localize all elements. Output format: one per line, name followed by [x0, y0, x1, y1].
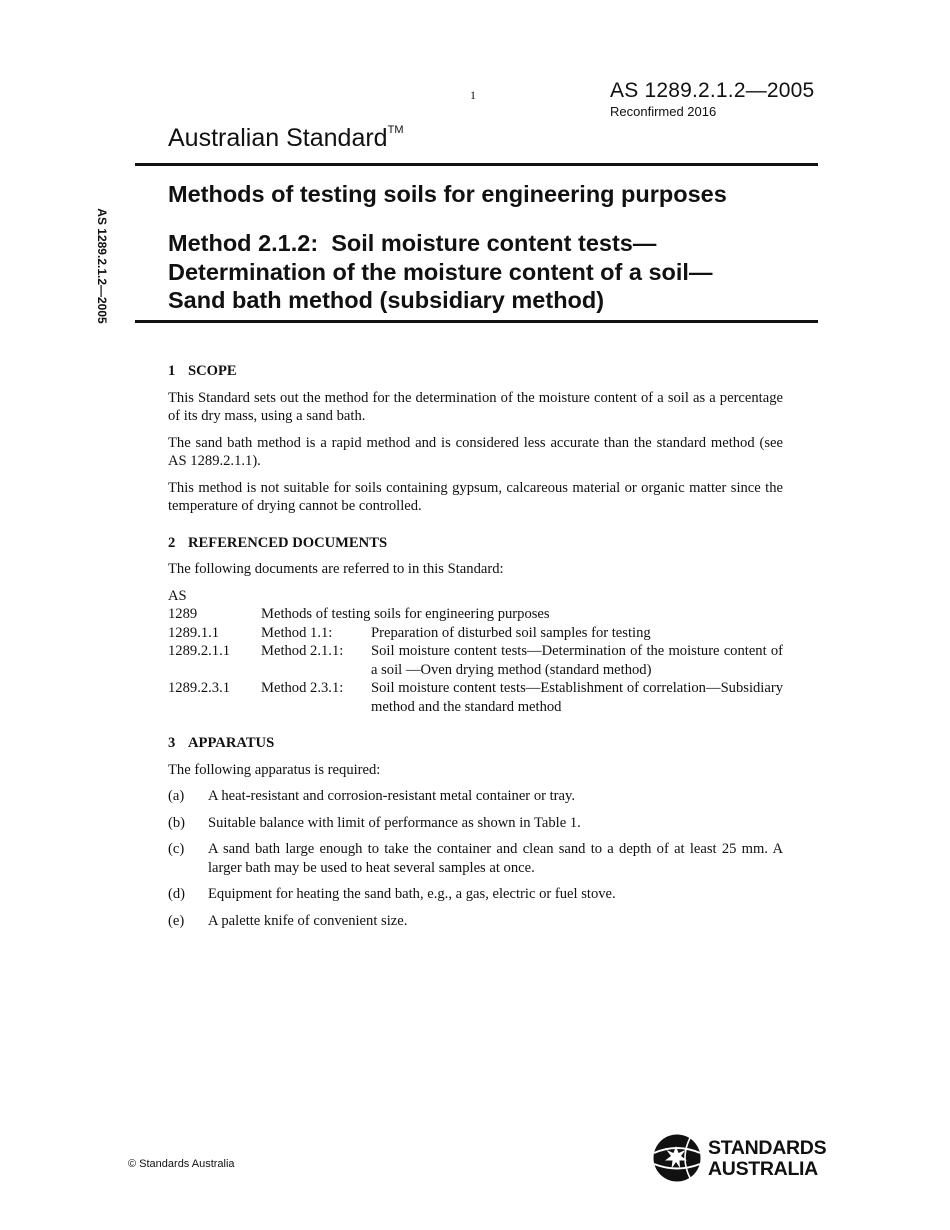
item-text: A heat-resistant and corrosion-resistant metal container or tray. [208, 788, 576, 804]
ref-code: 1289.1.1 [168, 624, 220, 641]
section-references [168, 534, 783, 717]
logo-wordmark [708, 1138, 826, 1180]
references-table [168, 605, 783, 716]
item-label: (b) [168, 814, 186, 831]
ref-method: Method 2.3.1: [261, 680, 344, 696]
top-rule [135, 163, 818, 166]
section-apparatus [168, 734, 783, 930]
logo-line: AUSTRALIA [708, 1158, 818, 1180]
item-text: A palette knife of convenient size. [208, 912, 408, 929]
trademark-mark: TM [387, 123, 404, 136]
section-title: APPARATUS [188, 735, 275, 751]
section-scope [168, 362, 783, 516]
globe-star-icon [652, 1133, 704, 1183]
table-row [168, 624, 783, 643]
item-text: A sand bath large enough to take the container and clean sand to a depth of at least 25 mm. A larger bath may be used to heat several samples at once. [208, 841, 783, 876]
series-title: Methods of testing soils for engineering purposes [168, 181, 727, 207]
scope-paragraph: This Standard sets out the method for the determination of the moisture content of a soil as a percentage of its dry mass, using a sand bath. [168, 389, 783, 424]
ref-code: 1289.2.1.1 [168, 643, 231, 659]
list-item [168, 814, 783, 833]
method-title-line: Method 2.1.2: Soil moisture content tests— [168, 230, 657, 256]
list-item [168, 787, 783, 806]
ref-method: Method 1.1: [261, 624, 333, 641]
side-standard-code: AS 1289.2.1.2—2005 [95, 208, 109, 324]
table-row [168, 679, 783, 716]
standard-type-label: Australian Standard [168, 124, 388, 152]
standard-type-title [168, 124, 403, 153]
list-item [168, 885, 783, 904]
list-item [168, 840, 783, 877]
item-label: (a) [168, 788, 185, 804]
copyright-notice: © Standards Australia [128, 1158, 235, 1170]
ref-description: Soil moisture content tests—Determination of the moisture content of a soil —Oven drying method (standard method) [371, 643, 783, 678]
ref-code: 1289 [168, 606, 198, 622]
item-text: Suitable balance with limit of performance as shown in Table 1. [208, 814, 581, 831]
ref-method: Method 2.1.1: [261, 643, 344, 659]
section-heading [168, 534, 783, 553]
reconfirmed-note: Reconfirmed 2016 [610, 104, 717, 119]
logo-line: STANDARDS [708, 1137, 827, 1159]
scope-paragraph: The sand bath method is a rapid method and is considered less accurate than the standard method (see AS 1289.2.1.1). [168, 434, 783, 469]
ref-description: Soil moisture content tests—Establishment of correlation—Subsidiary method and the standard method [371, 680, 783, 715]
section-number: 2 [168, 534, 176, 551]
method-title-line: Determination of the moisture content of a soil— [168, 258, 713, 285]
method-title [168, 229, 808, 315]
item-label: (c) [168, 841, 185, 857]
scope-paragraph: This method is not suitable for soils containing gypsum, calcareous material or organic matter since the temperature of drying cannot be controlled. [168, 479, 783, 514]
item-text: Equipment for heating the sand bath, e.g., a gas, electric or fuel stove. [208, 886, 616, 902]
table-row [168, 605, 783, 624]
section-heading [168, 734, 783, 753]
table-row [168, 642, 783, 679]
list-item [168, 912, 783, 931]
section-number: 1 [168, 363, 176, 379]
page-number: 1 [470, 88, 476, 102]
apparatus-intro: The following apparatus is required: [168, 761, 381, 778]
document-body [168, 362, 783, 948]
section-title: REFERENCED DOCUMENTS [188, 534, 388, 551]
standards-australia-logo [652, 1133, 832, 1183]
standard-code: AS 1289.2.1.2—2005 [610, 79, 815, 102]
method-title-line: Sand bath method (subsidiary method) [168, 287, 605, 313]
ref-description: Preparation of disturbed soil samples for testing [371, 624, 651, 641]
section-title: SCOPE [188, 363, 237, 379]
ref-code: 1289.2.3.1 [168, 680, 231, 696]
bottom-rule [135, 320, 818, 323]
item-label: (d) [168, 886, 186, 902]
ref-method: Methods of testing soils for engineering purposes [261, 606, 550, 622]
references-intro: The following documents are referred to in this Standard: [168, 561, 504, 577]
item-label: (e) [168, 912, 185, 929]
references-prefix: AS [168, 587, 187, 604]
section-number: 3 [168, 735, 176, 751]
section-heading [168, 362, 783, 381]
